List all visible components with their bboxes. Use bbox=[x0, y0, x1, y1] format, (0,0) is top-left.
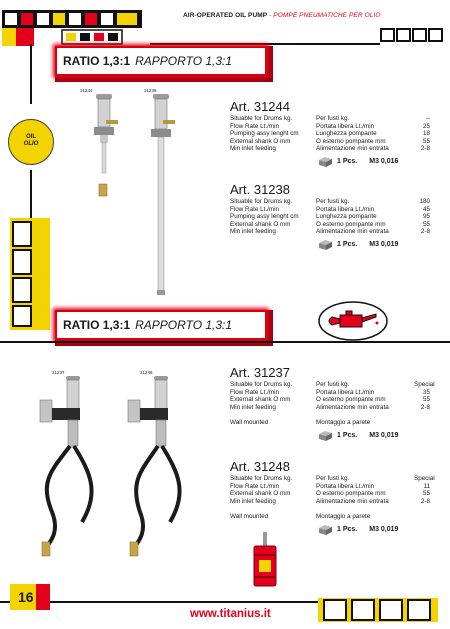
image-code: 31237 bbox=[52, 370, 65, 375]
spec-en: Situable for Drums kg. bbox=[230, 475, 293, 482]
mount-en: Wall mounted bbox=[230, 513, 269, 521]
spec-it: Per fusti kg. bbox=[316, 475, 350, 482]
spec-it: O esterno pompante mm bbox=[316, 220, 386, 228]
ratio-label-it: RAPPORTO 1,3:1 bbox=[135, 54, 233, 68]
spec-value: 2-8 bbox=[420, 145, 430, 153]
mount-row bbox=[230, 419, 430, 427]
ratio-banner-2 bbox=[56, 311, 266, 339]
spec-row bbox=[230, 483, 430, 491]
spec-en: Situable for Drums kg. bbox=[230, 381, 293, 388]
article-31248 bbox=[230, 459, 435, 536]
pump-31248-image bbox=[118, 372, 198, 558]
header-decor-boxes bbox=[380, 28, 444, 42]
article-title: Art. 31244 bbox=[230, 99, 290, 114]
packaging-info bbox=[230, 239, 430, 251]
image-code: 31238 bbox=[144, 88, 157, 93]
spec-row bbox=[230, 404, 430, 412]
spec-row bbox=[230, 396, 430, 404]
mount-it: Montaggio a parete bbox=[316, 419, 371, 427]
spec-en: Pumping assy lenght cm bbox=[230, 130, 299, 138]
spec-it: Alimentazione min entrata bbox=[316, 145, 389, 153]
spec-it: Portata libera Lt./min bbox=[316, 205, 375, 213]
spec-value: 95 bbox=[422, 213, 430, 221]
carton-box-icon bbox=[318, 524, 333, 536]
red-drum-image bbox=[252, 532, 278, 588]
spec-en: Min inlet feeding bbox=[230, 497, 276, 505]
spec-row bbox=[230, 498, 430, 506]
volume-m3: M3 0,019 bbox=[369, 432, 399, 440]
footer-decor-boxes bbox=[318, 596, 438, 624]
article-title: Art. 31248 bbox=[230, 459, 290, 474]
spec-it: Lunghezza pompante bbox=[316, 130, 377, 138]
ratio-label: RATIO 1,3:1 bbox=[63, 318, 131, 332]
section-rule bbox=[0, 341, 450, 343]
spec-value: Special bbox=[414, 381, 435, 388]
pieces-count: 1 Pcs. bbox=[337, 158, 358, 166]
pump-31237-image bbox=[30, 372, 110, 558]
spec-value: 2-8 bbox=[420, 403, 430, 411]
spec-value: 11 bbox=[423, 482, 430, 490]
packaging-info bbox=[230, 156, 430, 168]
spec-row bbox=[230, 389, 430, 397]
spec-en: Situable for Drums kg. bbox=[230, 198, 293, 205]
spec-row bbox=[230, 221, 430, 229]
spec-row bbox=[230, 206, 430, 214]
ratio-label: RATIO 1,3:1 bbox=[63, 54, 131, 68]
left-rule-top bbox=[30, 44, 32, 104]
spec-row bbox=[230, 198, 430, 206]
spec-row bbox=[230, 130, 430, 138]
spec-it: O esterno pompante mm bbox=[316, 490, 386, 498]
spec-value: 55 bbox=[422, 220, 430, 228]
spec-row bbox=[230, 475, 435, 483]
article-title: Art. 31238 bbox=[230, 182, 290, 197]
spec-en: External shank O mm bbox=[230, 220, 291, 228]
volume-m3: M3 0,019 bbox=[369, 241, 399, 249]
packaging-info bbox=[230, 430, 430, 442]
article-31244 bbox=[230, 100, 430, 168]
oil-badge-it: OLIO bbox=[23, 141, 39, 147]
spec-it: O esterno pompante mm bbox=[316, 396, 386, 404]
left-rule-mid bbox=[30, 170, 32, 218]
pieces-count: 1 Pcs. bbox=[337, 526, 358, 534]
spec-it: Alimentazione min entrata bbox=[316, 403, 389, 411]
spec-en: Pumping assy lenght cm bbox=[230, 213, 299, 221]
volume-m3: M3 0,019 bbox=[369, 526, 399, 534]
spec-row bbox=[230, 145, 430, 153]
spec-value: 180 bbox=[419, 198, 430, 205]
spec-it: Per fusti kg. bbox=[316, 198, 350, 205]
carton-box-icon bbox=[318, 430, 333, 442]
spec-value: 2-8 bbox=[420, 228, 430, 236]
spec-value: 55 bbox=[422, 490, 430, 498]
spec-it: Lunghezza pompante bbox=[316, 213, 377, 221]
side-decor-boxes bbox=[10, 218, 50, 330]
spec-value: 45 bbox=[422, 205, 430, 213]
spec-value: Special bbox=[414, 475, 435, 482]
website-link[interactable]: www.titanius.it bbox=[190, 608, 271, 620]
spec-value: 2-8 bbox=[420, 497, 430, 505]
pieces-count: 1 Pcs. bbox=[337, 432, 358, 440]
spec-it: Per fusti kg. bbox=[316, 381, 350, 388]
ratio-banner-1 bbox=[56, 47, 266, 75]
spec-en: Min inlet feeding bbox=[230, 145, 276, 153]
spec-value: 55 bbox=[422, 137, 430, 145]
spec-value: -- bbox=[425, 115, 430, 122]
spec-it: O esterno pompante mm bbox=[316, 137, 386, 145]
spec-row bbox=[230, 381, 435, 389]
article-31238 bbox=[230, 183, 430, 251]
oil-badge-en: OIL bbox=[26, 134, 36, 140]
spec-en: Situable for Drums kg. bbox=[230, 115, 293, 122]
spec-it: Alimentazione min entrata bbox=[316, 228, 389, 236]
page-number: 16 bbox=[18, 589, 34, 605]
spec-en: Flow Rate Lt./min bbox=[230, 205, 279, 213]
article-31237 bbox=[230, 365, 435, 442]
spec-it: Portata libera Lt./min bbox=[316, 122, 375, 130]
spec-row bbox=[230, 115, 430, 123]
spec-en: Flow Rate Lt./min bbox=[230, 122, 279, 130]
spec-en: External shank O mm bbox=[230, 490, 291, 498]
carton-box-icon bbox=[318, 239, 333, 251]
image-code: 31248 bbox=[140, 370, 153, 375]
spec-en: External shank O mm bbox=[230, 137, 291, 145]
spec-en: Min inlet feeding bbox=[230, 403, 276, 411]
spec-row bbox=[230, 228, 430, 236]
header-title-it: POMPE PNEUMATICHE PER OLIO bbox=[273, 12, 381, 19]
article-title: Art. 31237 bbox=[230, 365, 290, 380]
spec-row bbox=[230, 490, 430, 498]
spec-en: Min inlet feeding bbox=[230, 228, 276, 236]
spec-row bbox=[230, 123, 430, 131]
spec-it: Alimentazione min entrata bbox=[316, 497, 389, 505]
pump-31244-image bbox=[84, 92, 124, 198]
spec-row bbox=[230, 213, 430, 221]
spec-en: External shank O mm bbox=[230, 396, 291, 404]
header-rule bbox=[150, 43, 380, 45]
spec-en: Flow Rate Lt./min bbox=[230, 388, 279, 396]
volume-m3: M3 0,016 bbox=[369, 158, 399, 166]
spec-value: 35 bbox=[422, 388, 430, 396]
spec-it: Portata libera Lt./min bbox=[316, 388, 375, 396]
mount-row bbox=[230, 513, 430, 521]
header-separator: - bbox=[267, 12, 274, 19]
spec-row bbox=[230, 138, 430, 146]
ratio-label-it: RAPPORTO 1,3:1 bbox=[135, 318, 233, 332]
spec-value: 18 bbox=[422, 130, 430, 138]
pump-31238-image bbox=[144, 92, 178, 297]
spec-en: Flow Rate Lt./min bbox=[230, 482, 279, 490]
titanius-logo bbox=[2, 6, 142, 48]
mount-en: Wall mounted bbox=[230, 419, 269, 427]
pieces-count: 1 Pcs. bbox=[337, 241, 358, 249]
image-code: 31244 bbox=[80, 88, 93, 93]
oil-can-icon bbox=[318, 301, 388, 341]
oil-badge bbox=[8, 119, 54, 165]
mount-it: Montaggio a parete bbox=[316, 513, 371, 521]
spec-value: 25 bbox=[422, 122, 430, 130]
header-title-en: AIR-OPERATED OIL PUMP bbox=[183, 12, 268, 19]
spec-value: 55 bbox=[422, 396, 430, 404]
spec-it: Portata libera Lt./min bbox=[316, 482, 375, 490]
spec-it: Per fusti kg. bbox=[316, 115, 350, 122]
carton-box-icon bbox=[318, 156, 333, 168]
header-title bbox=[183, 12, 381, 19]
